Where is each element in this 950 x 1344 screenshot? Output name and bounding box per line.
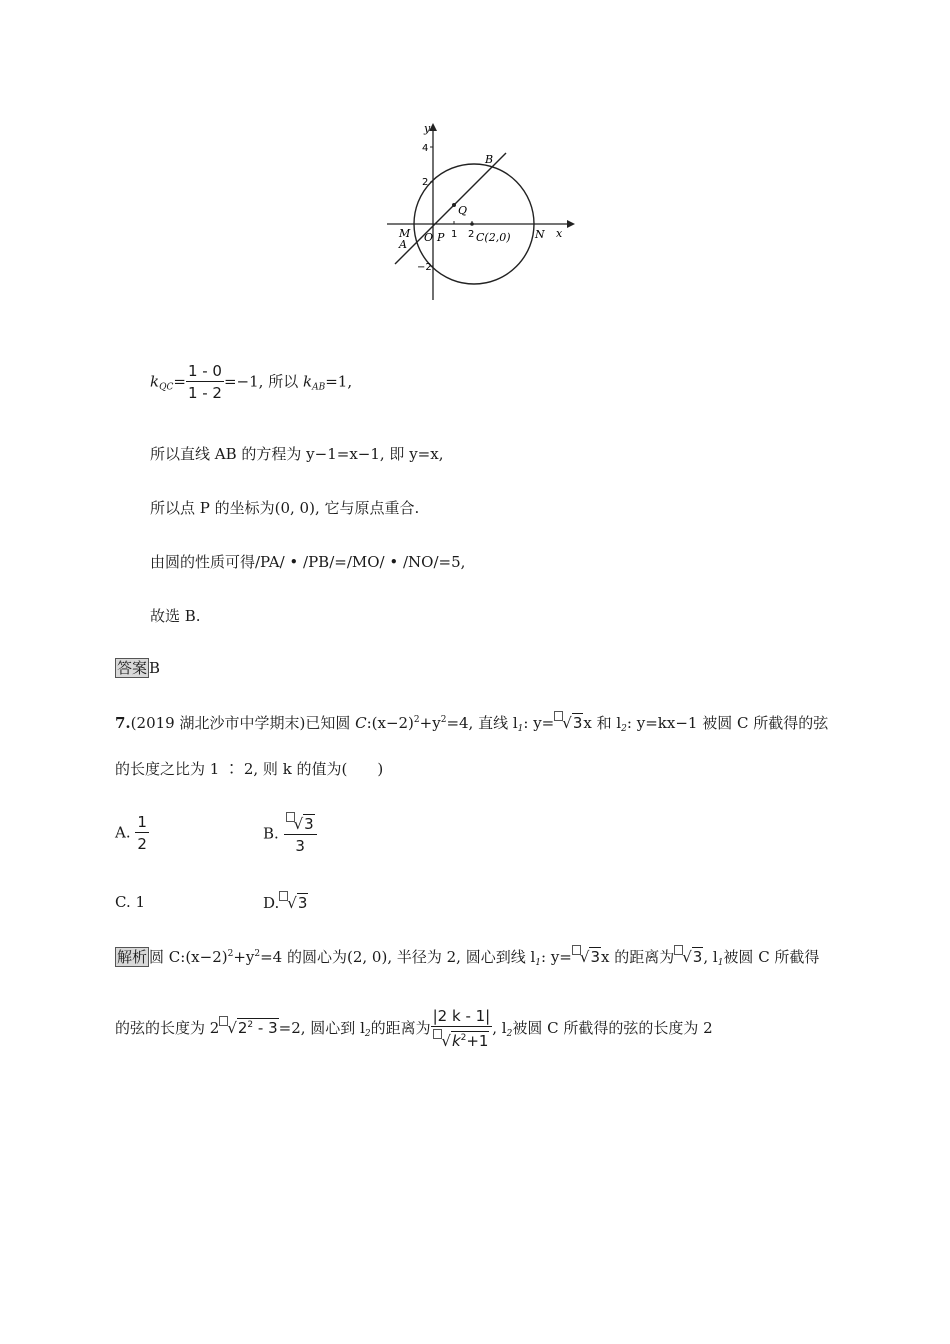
- tick-label-y4: 4: [422, 143, 429, 154]
- analysis-line1: 解析 圆 $C:(x-2)^2+y^2=4$ 的圆心为(2, 0), 半径为 2, 圆心到线 $l_1$: y= √3x 的距离为 √3, $l_1$被圆 C 所截得: [115, 945, 819, 968]
- option-b[interactable]: B. $\frac{√3}{3}$: [263, 812, 317, 857]
- solution-line-4: 由圆的性质可得/PA/ • /PB/=/MO/ • /NO/=5,: [150, 553, 466, 571]
- answer-row: [115, 658, 160, 678]
- point-c: [470, 222, 474, 226]
- option-c[interactable]: C. 1: [115, 893, 146, 911]
- distance-fraction: $\frac{|2 k - 1|}{√k^2+1}$: [432, 1007, 491, 1050]
- point-label-p: P: [437, 231, 445, 244]
- question7-line2: 的长度之比为 1 ∶ 2, 则 k 的值为( ): [115, 760, 384, 778]
- point-label-q: Q: [458, 204, 468, 217]
- option-a[interactable]: A. $\frac{1}{2}$: [115, 813, 147, 853]
- tick-label-ym2: −2: [417, 262, 432, 273]
- line-ab: [395, 153, 506, 264]
- tick-label-x2: 2: [468, 229, 475, 240]
- point-label-a: A: [399, 238, 407, 251]
- axis-label-x: x: [556, 227, 563, 240]
- point-q: [452, 203, 456, 207]
- analysis-tag: 解析: [117, 948, 148, 966]
- tick-label-x1: 1: [451, 229, 458, 240]
- kqc-fraction: $\frac{1 - 0}{1 - 2}$: [187, 362, 222, 402]
- x-axis-arrow: [567, 220, 575, 228]
- solution-line-3: 所以点 P 的坐标为(0, 0), 它与原点重合.: [150, 499, 420, 517]
- question7-line1: 7.(2019 湖北沙市中学期末)已知圆 $C:(x-2)^2+y^2=4$, 直线 $l_1$: y= √3x 和 $l_2$: y=kx−1 被圆 C 所截得的弦: [115, 711, 828, 734]
- analysis-line2: 的弦的长度为 2 $√2^2 - 3=2$, 圆心到 $l_2$的距离为 $\frac{|2 k - 1|}{√k^2+1}$ , $l_2$被圆 C 所截得的弦的长度为 2: [115, 1007, 713, 1050]
- tick-label-y2: 2: [422, 177, 429, 188]
- option-d[interactable]: D. √3: [263, 891, 308, 912]
- circle-line-figure: [375, 118, 585, 308]
- point-label-o: O: [424, 231, 434, 244]
- point-label-m: M: [399, 227, 411, 240]
- solution-line-2: 所以直线 AB 的方程为 y−1=x−1, 即 y=x,: [150, 445, 444, 463]
- solution-line-5: 故选 B.: [150, 607, 201, 625]
- kqc-line: $k_{QC}=$ $\frac{1 - 0}{1 - 2}$ =−1, 所以 $k_{AB}=1$,: [150, 362, 353, 402]
- axis-label-y: y: [424, 122, 431, 135]
- point-label-n: N: [535, 228, 545, 241]
- point-label-b: B: [485, 153, 494, 166]
- answer-value: B: [149, 659, 161, 677]
- answer-tag: 答案: [117, 659, 148, 677]
- point-label-c: C(2,0): [476, 231, 511, 244]
